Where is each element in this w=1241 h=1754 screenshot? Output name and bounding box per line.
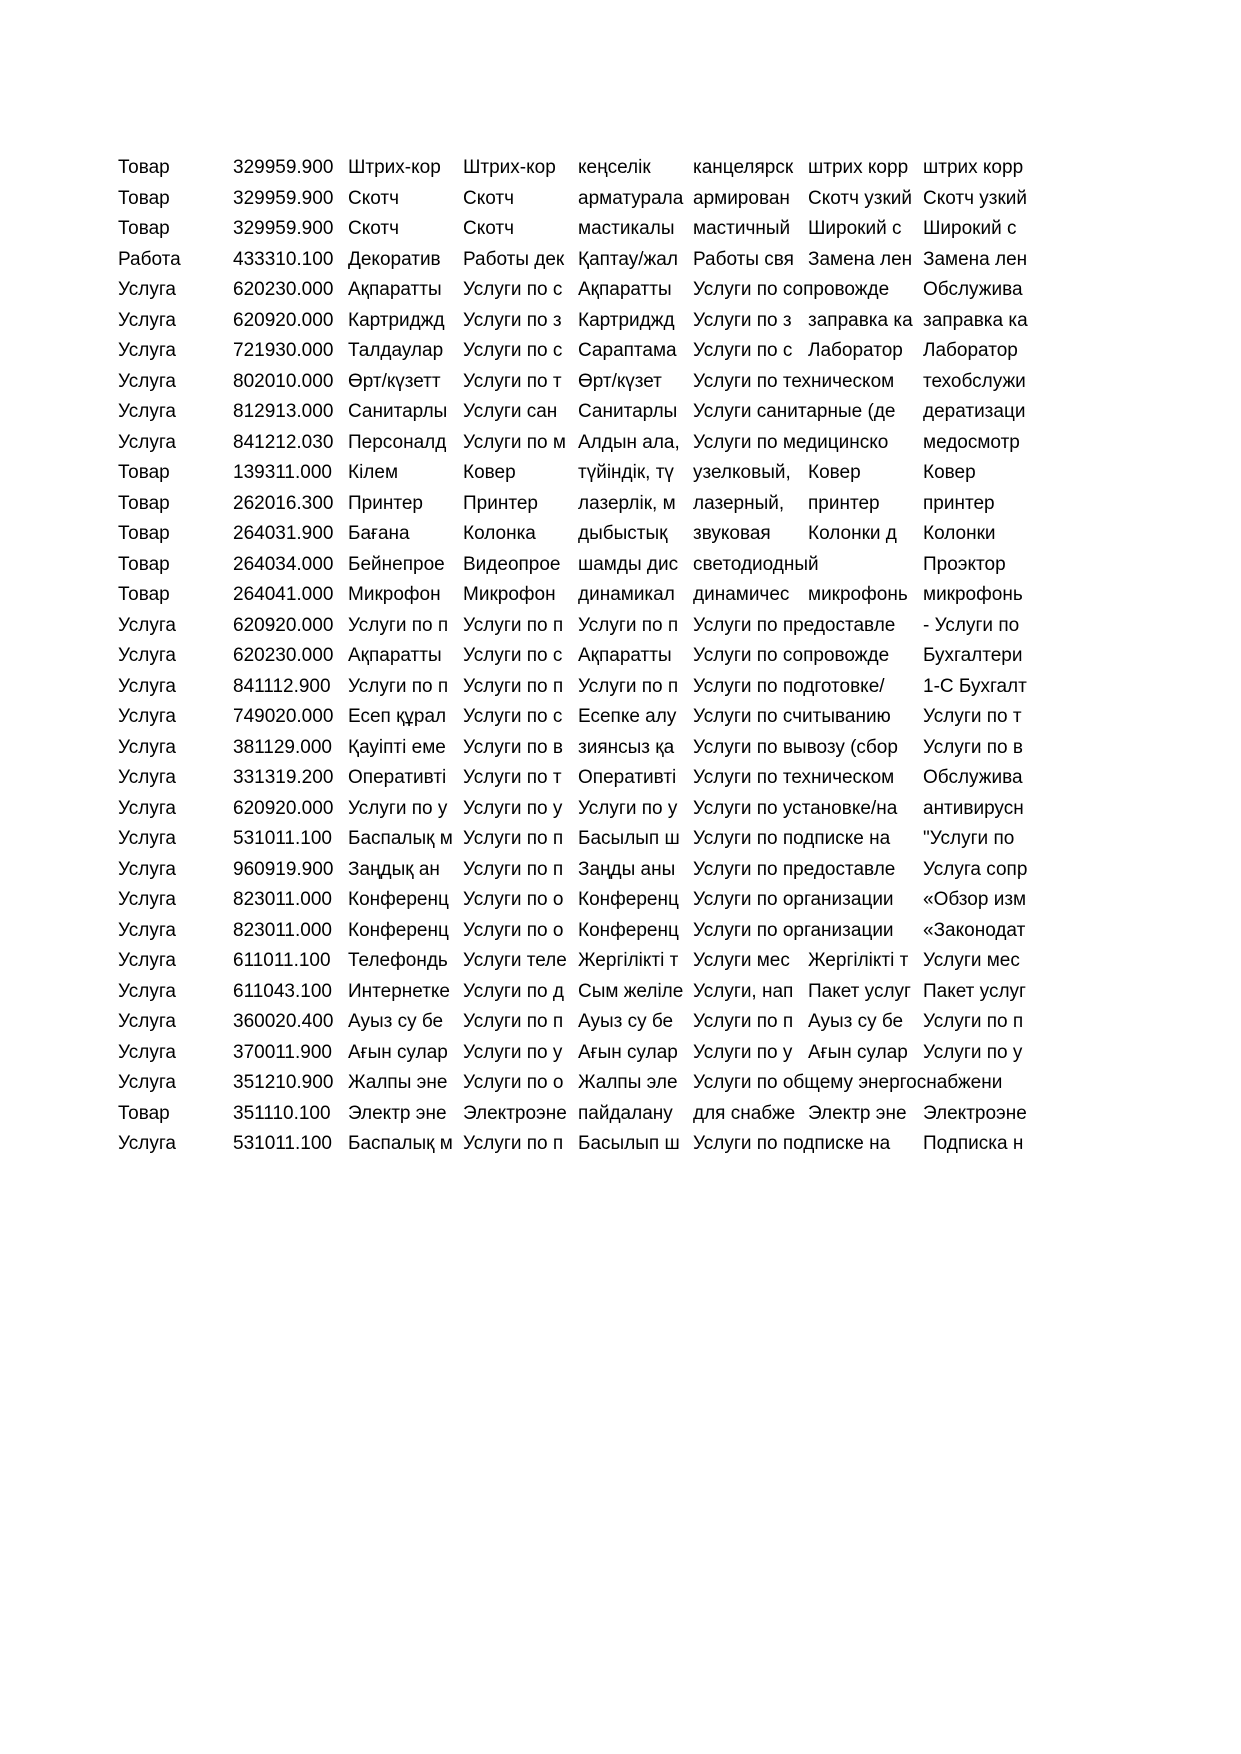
- desc-ru-cell: Услуги по техническом: [693, 767, 895, 789]
- desc-ru-cell: динамичес: [693, 584, 790, 606]
- desc-kk-cell: Ағын сулар: [578, 1041, 678, 1063]
- name-ru-cell: Услуги теле: [463, 950, 567, 972]
- desc-ru-cell: Услуги, нап: [693, 980, 794, 1002]
- spec-kk-cell: заправка ка: [808, 309, 913, 331]
- spec-ru-cell: Бухгалтери: [923, 645, 1023, 667]
- type-cell: Услуга: [118, 919, 176, 941]
- code-cell: 841212.030: [233, 431, 334, 453]
- spec-ru-cell: Колонки: [923, 523, 996, 545]
- name-kk-cell: Ақпаратты: [348, 645, 442, 667]
- desc-ru-cell: Услуги по вывозу (сбор: [693, 736, 898, 758]
- code-cell: 620230.000: [233, 279, 334, 301]
- code-cell: 370011.900: [233, 1041, 332, 1063]
- name-ru-cell: Услуги сан: [463, 401, 558, 423]
- spec-ru-cell: Ковер: [923, 462, 976, 484]
- type-cell: Услуга: [118, 401, 176, 423]
- spec-kk-cell: микрофонь: [808, 584, 908, 606]
- spec-kk-cell: штрих корр: [808, 157, 909, 179]
- table-row: [118, 1007, 1038, 1038]
- desc-kk-cell: Оперативті: [578, 767, 677, 789]
- name-ru-cell: Услуги по п: [463, 675, 564, 697]
- type-cell: Товар: [118, 523, 170, 545]
- type-cell: Услуга: [118, 309, 176, 331]
- name-ru-cell: Услуги по п: [463, 828, 564, 850]
- type-cell: Товар: [118, 157, 170, 179]
- spec-kk-cell: Ауыз су бе: [808, 1011, 904, 1033]
- table-row: [118, 611, 1038, 642]
- spec-ru-cell: Подписка н: [923, 1133, 1024, 1155]
- desc-ru-cell: Услуги по с: [693, 340, 793, 362]
- code-cell: 331319.200: [233, 767, 334, 789]
- code-cell: 264031.900: [233, 523, 334, 545]
- name-ru-cell: Услуги по п: [463, 858, 564, 880]
- type-cell: Услуга: [118, 950, 176, 972]
- type-cell: Услуга: [118, 645, 176, 667]
- name-ru-cell: Скотч: [463, 187, 514, 209]
- spec-ru-cell: микрофонь: [923, 584, 1023, 606]
- name-kk-cell: Бағана: [348, 523, 410, 545]
- desc-kk-cell: Жергілікті т: [578, 950, 679, 972]
- code-cell: 360020.400: [233, 1011, 334, 1033]
- desc-kk-cell: Ақпаратты: [578, 645, 672, 667]
- type-cell: Товар: [118, 584, 170, 606]
- desc-kk-cell: Услуги по у: [578, 797, 678, 819]
- name-kk-cell: Санитарлы: [348, 401, 448, 423]
- desc-kk-cell: Қаптау/жал: [578, 248, 678, 270]
- code-cell: 960919.900: [233, 858, 334, 880]
- code-cell: 264034.000: [233, 553, 334, 575]
- type-cell: Услуга: [118, 736, 176, 758]
- desc-kk-cell: Жалпы эле: [578, 1072, 678, 1094]
- desc-kk-cell: түйіндік, тү: [578, 462, 674, 484]
- desc-ru-cell: Услуги по общему энергоснабжени: [693, 1072, 1003, 1094]
- code-cell: 812913.000: [233, 401, 334, 423]
- name-kk-cell: Есеп құрал: [348, 706, 447, 728]
- desc-ru-cell: Услуги по установке/на: [693, 797, 898, 819]
- name-kk-cell: Өрт/күзетт: [348, 370, 441, 392]
- name-kk-cell: Ауыз су бе: [348, 1011, 444, 1033]
- name-ru-cell: Услуги по п: [463, 614, 564, 636]
- table-row: [118, 641, 1038, 672]
- desc-ru-cell: Услуги по подписке на: [693, 1133, 891, 1155]
- name-kk-cell: Услуги по п: [348, 614, 449, 636]
- table-row: [118, 580, 1038, 611]
- desc-ru-cell: лазерный,: [693, 492, 785, 514]
- code-cell: 802010.000: [233, 370, 334, 392]
- desc-ru-cell: Услуги по организации: [693, 889, 894, 911]
- table-row: [118, 946, 1038, 977]
- name-kk-cell: Услуги по у: [348, 797, 448, 819]
- spec-ru-cell: техобслужи: [923, 370, 1026, 392]
- desc-kk-cell: динамикал: [578, 584, 675, 606]
- table-row: [118, 1099, 1038, 1130]
- name-ru-cell: Услуги по т: [463, 767, 562, 789]
- desc-kk-cell: Ауыз су бе: [578, 1011, 674, 1033]
- desc-kk-cell: мастикалы: [578, 218, 675, 240]
- type-cell: Услуга: [118, 340, 176, 362]
- code-cell: 329959.900: [233, 157, 334, 179]
- type-cell: Услуга: [118, 431, 176, 453]
- table-row: [118, 367, 1038, 398]
- name-ru-cell: Услуги по п: [463, 1133, 564, 1155]
- desc-kk-cell: Басылып ш: [578, 828, 680, 850]
- spec-ru-cell: Скотч узкий: [923, 187, 1028, 209]
- desc-kk-cell: арматурала: [578, 187, 684, 209]
- table-row: [118, 977, 1038, 1008]
- name-kk-cell: Конференц: [348, 919, 449, 941]
- table-row: [118, 458, 1038, 489]
- code-cell: 329959.900: [233, 218, 334, 240]
- spec-ru-cell: антивирусн: [923, 797, 1024, 819]
- name-kk-cell: Бейнепрое: [348, 553, 445, 575]
- table-row: [118, 916, 1038, 947]
- name-kk-cell: Жалпы эне: [348, 1072, 448, 1094]
- spec-kk-cell: Широкий с: [808, 218, 902, 240]
- spec-ru-cell: Обслужива: [923, 767, 1023, 789]
- desc-kk-cell: лазерлік, м: [578, 492, 676, 514]
- desc-ru-cell: мастичный: [693, 218, 791, 240]
- table-row: [118, 519, 1038, 550]
- desc-kk-cell: кеңселік: [578, 157, 651, 179]
- desc-ru-cell: Услуги по сопровожде: [693, 279, 890, 301]
- name-ru-cell: Услуги по у: [463, 1041, 563, 1063]
- table-row: [118, 885, 1038, 916]
- name-kk-cell: Конференц: [348, 889, 449, 911]
- type-cell: Услуга: [118, 614, 176, 636]
- type-cell: Товар: [118, 553, 170, 575]
- table-row: [118, 1068, 1038, 1099]
- name-kk-cell: Микрофон: [348, 584, 441, 606]
- name-ru-cell: Колонка: [463, 523, 536, 545]
- name-ru-cell: Микрофон: [463, 584, 556, 606]
- code-cell: 262016.300: [233, 492, 334, 514]
- name-kk-cell: Услуги по п: [348, 675, 449, 697]
- type-cell: Товар: [118, 187, 170, 209]
- name-ru-cell: Ковер: [463, 462, 516, 484]
- spec-ru-cell: Услуги по у: [923, 1041, 1023, 1063]
- table-row: [118, 489, 1038, 520]
- desc-kk-cell: Конференц: [578, 919, 679, 941]
- name-kk-cell: Қауіпті еме: [348, 736, 446, 758]
- code-cell: 749020.000: [233, 706, 334, 728]
- desc-ru-cell: светодиодный: [693, 553, 819, 575]
- code-cell: 620230.000: [233, 645, 334, 667]
- name-ru-cell: Услуги по у: [463, 797, 563, 819]
- spec-kk-cell: Электр эне: [808, 1102, 907, 1124]
- code-cell: 531011.100: [233, 1133, 332, 1155]
- desc-ru-cell: Услуги по з: [693, 309, 792, 331]
- desc-ru-cell: Услуги по организации: [693, 919, 894, 941]
- type-cell: Услуга: [118, 797, 176, 819]
- table-row: [118, 702, 1038, 733]
- table-row: [118, 214, 1038, 245]
- table-row: [118, 184, 1038, 215]
- type-cell: Товар: [118, 492, 170, 514]
- desc-kk-cell: Басылып ш: [578, 1133, 680, 1155]
- type-cell: Услуга: [118, 767, 176, 789]
- table-row: [118, 397, 1038, 428]
- desc-ru-cell: Услуги по сопровожде: [693, 645, 890, 667]
- desc-ru-cell: Услуги санитарные (де: [693, 401, 896, 423]
- name-kk-cell: Телефондь: [348, 950, 448, 972]
- spec-ru-cell: Услуга сопр: [923, 858, 1028, 880]
- code-cell: 620920.000: [233, 797, 334, 819]
- spec-ru-cell: Электроэне: [923, 1102, 1027, 1124]
- desc-ru-cell: Услуги по медицинско: [693, 431, 889, 453]
- name-kk-cell: Принтер: [348, 492, 423, 514]
- spec-ru-cell: Услуги мес: [923, 950, 1020, 972]
- spec-ru-cell: «Обзор изм: [923, 889, 1027, 911]
- spec-ru-cell: Замена лен: [923, 248, 1028, 270]
- spec-ru-cell: "Услуги по: [923, 828, 1015, 850]
- type-cell: Услуга: [118, 889, 176, 911]
- name-kk-cell: Электр эне: [348, 1102, 447, 1124]
- spec-ru-cell: Услуги по п: [923, 1011, 1024, 1033]
- desc-kk-cell: зиянсыз қа: [578, 736, 675, 758]
- desc-ru-cell: для снабже: [693, 1102, 796, 1124]
- spec-kk-cell: Пакет услуг: [808, 980, 911, 1002]
- name-ru-cell: Услуги по о: [463, 889, 564, 911]
- name-kk-cell: Штрих-кор: [348, 157, 441, 179]
- desc-kk-cell: Заңды аны: [578, 858, 676, 880]
- spec-ru-cell: Услуги по т: [923, 706, 1022, 728]
- name-kk-cell: Декоратив: [348, 248, 441, 270]
- name-ru-cell: Услуги по о: [463, 919, 564, 941]
- desc-kk-cell: пайдалану: [578, 1102, 673, 1124]
- table-row: [118, 1038, 1038, 1069]
- name-ru-cell: Услуги по м: [463, 431, 566, 453]
- desc-kk-cell: Санитарлы: [578, 401, 678, 423]
- spec-ru-cell: Обслужива: [923, 279, 1023, 301]
- code-cell: 433310.100: [233, 248, 334, 270]
- name-ru-cell: Услуги по с: [463, 340, 563, 362]
- type-cell: Товар: [118, 462, 170, 484]
- name-ru-cell: Услуги по п: [463, 1011, 564, 1033]
- spec-ru-cell: заправка ка: [923, 309, 1028, 331]
- code-cell: 351210.900: [233, 1072, 334, 1094]
- desc-kk-cell: Сым желіле: [578, 980, 684, 1002]
- name-kk-cell: Баспалық м: [348, 828, 453, 850]
- name-kk-cell: Интернетке: [348, 980, 450, 1002]
- table-row: [118, 275, 1038, 306]
- spec-kk-cell: Скотч узкий: [808, 187, 913, 209]
- desc-ru-cell: звуковая: [693, 523, 771, 545]
- desc-ru-cell: узелковый,: [693, 462, 791, 484]
- table-row: [118, 855, 1038, 886]
- name-kk-cell: Кілем: [348, 462, 399, 484]
- name-kk-cell: Заңдық ан: [348, 858, 440, 880]
- code-cell: 841112.900: [233, 675, 331, 697]
- desc-kk-cell: Услуги по п: [578, 614, 679, 636]
- name-ru-cell: Работы дек: [463, 248, 565, 270]
- spec-ru-cell: дератизаци: [923, 401, 1026, 423]
- spec-ru-cell: 1-С Бухгалт: [923, 675, 1027, 697]
- code-cell: 620920.000: [233, 309, 334, 331]
- name-ru-cell: Услуги по т: [463, 370, 562, 392]
- desc-ru-cell: Услуги мес: [693, 950, 790, 972]
- desc-ru-cell: Услуги по техническом: [693, 370, 895, 392]
- table-row: [118, 550, 1038, 581]
- desc-ru-cell: Работы свя: [693, 248, 794, 270]
- desc-ru-cell: Услуги по у: [693, 1041, 793, 1063]
- table-row: [118, 245, 1038, 276]
- name-ru-cell: Электроэне: [463, 1102, 567, 1124]
- desc-ru-cell: канцелярск: [693, 157, 794, 179]
- spec-kk-cell: Колонки д: [808, 523, 897, 545]
- name-ru-cell: Видеопрое: [463, 553, 561, 575]
- desc-kk-cell: Өрт/күзет: [578, 370, 662, 392]
- desc-kk-cell: шамды дис: [578, 553, 679, 575]
- desc-kk-cell: дыбыстық: [578, 523, 668, 545]
- name-ru-cell: Услуги по в: [463, 736, 563, 758]
- table-row: [118, 1129, 1038, 1160]
- spec-kk-cell: Ковер: [808, 462, 861, 484]
- spec-kk-cell: Ағын сулар: [808, 1041, 908, 1063]
- spreadsheet-table: [118, 153, 1038, 1160]
- type-cell: Услуга: [118, 1041, 176, 1063]
- table-row: [118, 763, 1038, 794]
- code-cell: 823011.000: [233, 919, 332, 941]
- table-row: [118, 153, 1038, 184]
- table-row: [118, 794, 1038, 825]
- table-row: [118, 306, 1038, 337]
- type-cell: Услуга: [118, 1072, 176, 1094]
- name-kk-cell: Ағын сулар: [348, 1041, 448, 1063]
- code-cell: 611043.100: [233, 980, 332, 1002]
- spec-ru-cell: медосмотр: [923, 431, 1020, 453]
- name-ru-cell: Услуги по д: [463, 980, 564, 1002]
- spec-ru-cell: Услуги по в: [923, 736, 1023, 758]
- name-ru-cell: Услуги по с: [463, 279, 563, 301]
- type-cell: Работа: [118, 248, 181, 270]
- spec-ru-cell: Проэктор: [923, 553, 1006, 575]
- code-cell: 823011.000: [233, 889, 332, 911]
- name-kk-cell: Ақпаратты: [348, 279, 442, 301]
- desc-kk-cell: Картриджд: [578, 309, 675, 331]
- desc-ru-cell: Услуги по предоставле: [693, 858, 896, 880]
- code-cell: 351110.100: [233, 1102, 331, 1124]
- desc-ru-cell: Услуги по подписке на: [693, 828, 891, 850]
- name-kk-cell: Талдаулар: [348, 340, 444, 362]
- spec-ru-cell: «Законодат: [923, 919, 1026, 941]
- name-ru-cell: Услуги по с: [463, 645, 563, 667]
- name-ru-cell: Услуги по о: [463, 1072, 564, 1094]
- code-cell: 329959.900: [233, 187, 334, 209]
- type-cell: Услуга: [118, 279, 176, 301]
- type-cell: Товар: [118, 218, 170, 240]
- code-cell: 620920.000: [233, 614, 334, 636]
- code-cell: 264041.000: [233, 584, 334, 606]
- code-cell: 721930.000: [233, 340, 334, 362]
- spec-ru-cell: Лаборатор: [923, 340, 1018, 362]
- spec-ru-cell: Широкий с: [923, 218, 1017, 240]
- type-cell: Услуга: [118, 706, 176, 728]
- desc-kk-cell: Алдын ала,: [578, 431, 680, 453]
- spec-ru-cell: штрих корр: [923, 157, 1024, 179]
- table-row: [118, 672, 1038, 703]
- type-cell: Услуга: [118, 370, 176, 392]
- type-cell: Услуга: [118, 1011, 176, 1033]
- spec-ru-cell: Пакет услуг: [923, 980, 1026, 1002]
- type-cell: Услуга: [118, 675, 176, 697]
- desc-kk-cell: Есепке алу: [578, 706, 677, 728]
- table-row: [118, 824, 1038, 855]
- spec-kk-cell: Лаборатор: [808, 340, 903, 362]
- name-kk-cell: Картриджд: [348, 309, 445, 331]
- type-cell: Услуга: [118, 1133, 176, 1155]
- code-cell: 139311.000: [233, 462, 332, 484]
- spec-ru-cell: - Услуги по: [923, 614, 1020, 636]
- name-kk-cell: Оперативті: [348, 767, 447, 789]
- spec-kk-cell: принтер: [808, 492, 880, 514]
- type-cell: Товар: [118, 1102, 170, 1124]
- spec-kk-cell: Замена лен: [808, 248, 913, 270]
- desc-ru-cell: Услуги по подготовке/: [693, 675, 885, 697]
- name-kk-cell: Персоналд: [348, 431, 447, 453]
- desc-kk-cell: Услуги по п: [578, 675, 679, 697]
- name-ru-cell: Услуги по з: [463, 309, 562, 331]
- type-cell: Услуга: [118, 980, 176, 1002]
- code-cell: 381129.000: [233, 736, 332, 758]
- table-row: [118, 428, 1038, 459]
- desc-kk-cell: Сараптама: [578, 340, 677, 362]
- desc-ru-cell: армирован: [693, 187, 790, 209]
- spec-kk-cell: Жергілікті т: [808, 950, 909, 972]
- code-cell: 531011.100: [233, 828, 332, 850]
- name-ru-cell: Штрих-кор: [463, 157, 556, 179]
- table-row: [118, 336, 1038, 367]
- name-kk-cell: Баспалық м: [348, 1133, 453, 1155]
- table-row: [118, 733, 1038, 764]
- type-cell: Услуга: [118, 858, 176, 880]
- desc-ru-cell: Услуги по считыванию: [693, 706, 891, 728]
- name-kk-cell: Скотч: [348, 218, 399, 240]
- spec-ru-cell: принтер: [923, 492, 995, 514]
- name-ru-cell: Услуги по с: [463, 706, 563, 728]
- name-ru-cell: Скотч: [463, 218, 514, 240]
- name-ru-cell: Принтер: [463, 492, 538, 514]
- desc-kk-cell: Конференц: [578, 889, 679, 911]
- desc-ru-cell: Услуги по п: [693, 1011, 794, 1033]
- code-cell: 611011.100: [233, 950, 331, 972]
- desc-kk-cell: Ақпаратты: [578, 279, 672, 301]
- type-cell: Услуга: [118, 828, 176, 850]
- name-kk-cell: Скотч: [348, 187, 399, 209]
- desc-ru-cell: Услуги по предоставле: [693, 614, 896, 636]
